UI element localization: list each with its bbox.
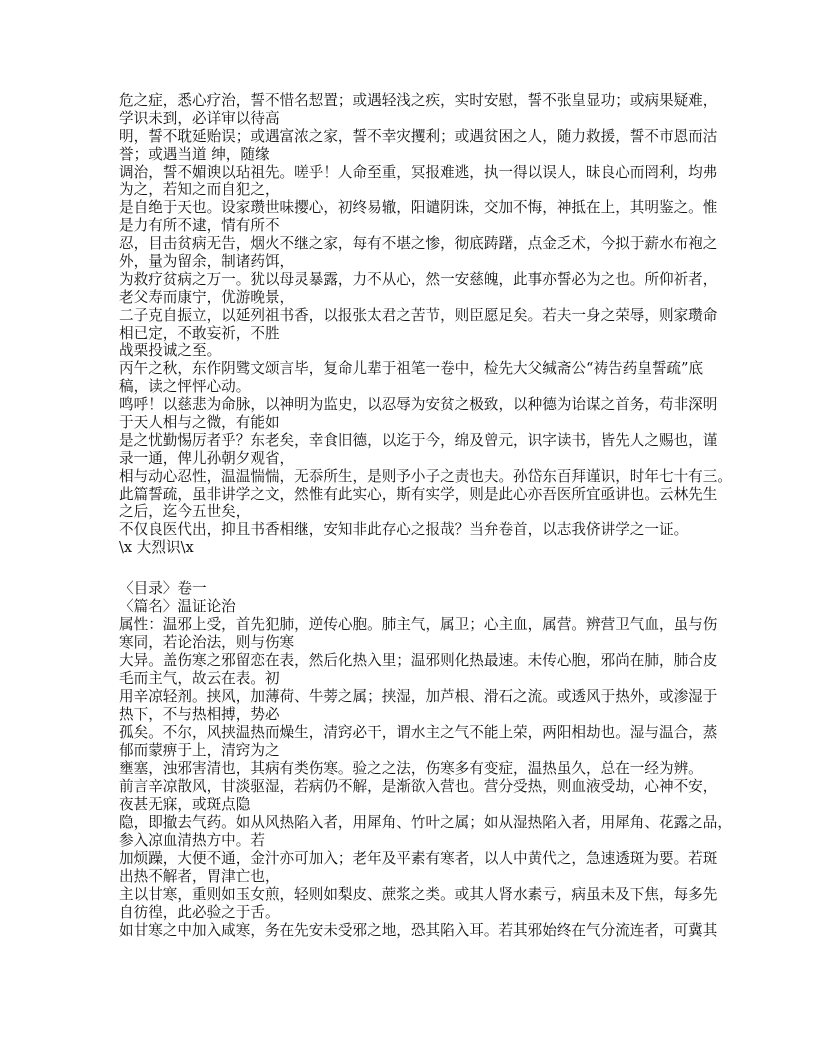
text-line: 参入凉血清热方中。若 (119, 832, 265, 849)
text-line: 危之症，悉心疗治，誓不惜名恝置；或遇轻浅之疾，实时安慰，誓不张皇显功；或病果疑难， (119, 92, 718, 109)
text-line: 郁而蒙痹于上，清窍为之 (119, 742, 280, 759)
text-line: 调治，誓不媚谀以玷祖先。嗟乎！人命至重，冥报难逃，执一得以误人，昧良心而罔利，均弗 (119, 163, 718, 181)
text-line: 自彷徨，此必验之于舌。 (119, 904, 280, 921)
text-line: 忍，目击贫病无告，烟火不继之家，每有不堪之惨，彻底踌躇，点金乏术，今拟于薪水布袍之 (119, 235, 718, 253)
text-line: 热下，不与热相搏，势必 (119, 706, 280, 723)
text-line: 明，誓不耽延贻误；或遇富浓之家，誓不幸灾攫利；或遇贫困之人，随力救援，誓不市恩而沽 (119, 127, 718, 145)
text-line: 为救疗贫病之万一。犹以母灵暴露，力不从心，然一安慈魄，此事亦誓必为之也。所仰祈者， (119, 270, 718, 288)
text-line: 录一通，俾儿孙朝夕观省， (119, 449, 295, 467)
text-line: 隐，即撤去气药。如从风热陷入者，用犀角、竹叶之属；如从湿热陷入者，用犀角、花露之品， (119, 814, 732, 831)
text-line: 是力有所不逮，情有所不 (119, 217, 280, 235)
text-line: 战栗投诚之至。 (119, 342, 222, 360)
preface-section (119, 92, 759, 557)
text-line: 于天人相与之微，有能如 (119, 414, 280, 432)
text-line: 孤矣。不尔，风挟温热而燥生，清窍必干，谓水主之气不能上荣，两阳相劫也。湿与温合，蒸 (119, 724, 718, 741)
text-line: 加烦躁，大便不通，金汁亦可加入；老年及平素有寒者，以人中黄代之，急速透斑为要。若斑 (119, 850, 718, 867)
text-line: 如甘寒之中加入咸寒，务在先安未受邪之地，恐其陷入耳。若其邪始终在气分流连者，可冀其 (119, 922, 718, 939)
text-line: 毛而主气，故云在表。初 (119, 670, 280, 687)
text-line: 外，量为留余，制诸药饵， (119, 253, 295, 271)
volume-one-section (119, 580, 759, 940)
text-line: \x 大烈识\x (119, 539, 194, 557)
text-line: 是之忧勤惕厉者乎？东老矣，幸食旧德，以迄于今，绵及曾元，识字读书，皆先人之赐也，谨 (119, 431, 718, 449)
text-line: 夜甚无寐，或斑点隐 (119, 796, 251, 813)
text-line: 主以甘寒，重则如玉女煎，轻则如梨皮、蔗浆之类。或其人肾水素亏，病虽未及下焦，每多先 (119, 886, 718, 903)
text-line: 稿，读之怦怦心动。 (119, 378, 251, 396)
text-line: 丙午之秋，东作阴骘文颂言毕，复命儿辈于祖笔一卷中，检先大父缄斋公“祷告药皇誓疏”底 (119, 360, 704, 378)
text-line: 老父寿而康宁，优游晚景， (119, 288, 295, 306)
text-line: 誉；或遇当道 绅，随缘 (119, 145, 270, 163)
text-line: 之后，迄今五世矣， (119, 503, 251, 521)
text-line: 二子克自振立，以延列祖书香，以报张太君之苦节，则臣愿足矣。若夫一身之荣辱，则家瓒命 (119, 306, 718, 324)
text-line: 〈篇名〉温证论治 (119, 598, 236, 615)
text-line: 前言辛凉散风，甘淡驱湿，若病仍不解，是渐欲入营也。营分受热，则血液受劫，心神不安， (119, 778, 718, 795)
text-line: 鸣呼！以慈悲为命脉，以神明为监史，以忍辱为安贫之极致，以种德为诒谋之首务，苟非深明 (119, 396, 718, 414)
text-line: 壅塞，浊邪害清也，其病有类伤寒。验之之法，伤寒多有变症，温热虽久，总在一经为辨。 (119, 760, 703, 777)
text-line: 为之，若知之而自犯之， (119, 181, 280, 199)
text-line: 用辛凉轻剂。挟风，加薄荷、牛蒡之属；挟湿，加芦根、滑石之流。或透风于热外，或渗湿于 (119, 688, 718, 705)
text-line: 此篇誓疏，虽非讲学之文，然惟有此实心，斯有实学，则是此心亦吾医所宜亟讲也。云林先生 (119, 485, 718, 503)
text-line: 大异。盖伤寒之邪留恋在表，然后化热入里；温邪则化热最速。未传心胞，邪尚在肺，肺合皮 (119, 652, 718, 669)
text-line: 出热不解者，胃津亡也， (119, 868, 280, 885)
text-line: 相与动心忍性，温温惴惴，无忝所生，是则予小子之责也夫。孙岱东百拜谨识，时年七十有三。 (119, 467, 732, 485)
text-line: 〈目录〉卷一 (119, 580, 207, 597)
text-line: 学识未到，必详审以待高 (119, 109, 280, 127)
text-line: 寒同，若论治法，则与伤寒 (119, 634, 295, 651)
text-line: 是自绝于天也。设家瓒世味撄心，初终易辙，阳谴阴诛，交加不悔，神抵在上，其明鉴之。惟 (119, 199, 718, 217)
text-line: 相已定，不敢妄祈，不胜 (119, 324, 280, 342)
text-line: 不仅良医代出，抑且书香相继，安知非此存心之报哉？当弁卷首，以志我侪讲学之一证。 (119, 521, 689, 539)
text-line: 属性：温邪上受，首先犯肺，逆传心胞。肺主气，属卫；心主血，属营。辨营卫气血，虽与伤 (119, 616, 718, 633)
